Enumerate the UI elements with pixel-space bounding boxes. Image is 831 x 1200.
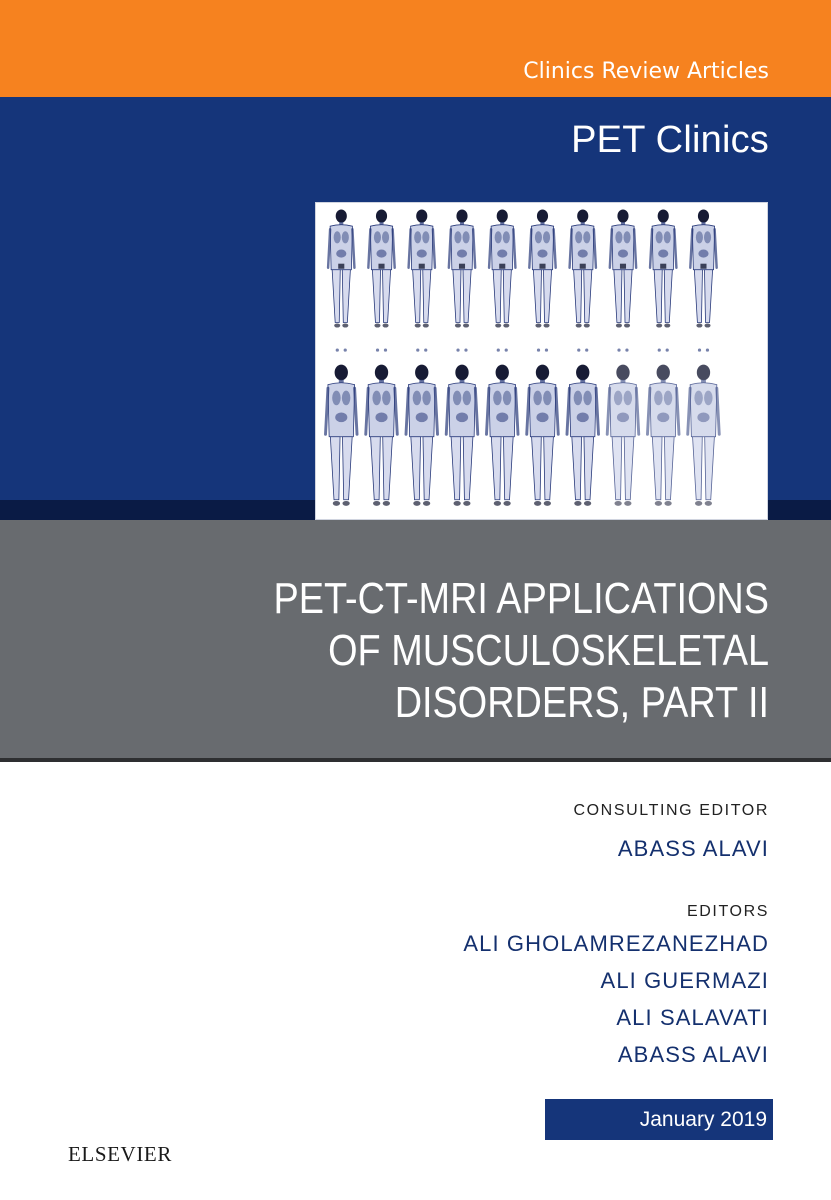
- scan-figure: [366, 365, 398, 506]
- editor-name: ALI SALAVATI: [616, 1005, 769, 1030]
- issue-title-line-1: PET-CT-MRI APPLICATIONS: [273, 574, 769, 623]
- scan-figure: [489, 209, 515, 327]
- scan-figure: [567, 365, 599, 506]
- issue-title: [167, 573, 769, 729]
- editor-name: ABASS ALAVI: [617, 1042, 769, 1067]
- consulting-editor-label: CONSULTING EDITOR: [573, 802, 769, 819]
- scan-figure: [527, 365, 559, 506]
- scan-mark: [706, 348, 709, 351]
- journal-title: PET Clinics: [571, 119, 769, 161]
- scan-figure: [610, 209, 636, 327]
- issue-date: January 2019: [639, 1108, 767, 1131]
- scan-figure: [486, 365, 518, 506]
- scan-mark: [424, 348, 427, 351]
- scan-mark: [505, 348, 508, 351]
- scan-mark: [416, 348, 419, 351]
- scan-figure: [647, 365, 679, 506]
- issue-title-line-2: OF MUSCULOSKELETAL: [328, 626, 769, 675]
- series-label: Clinics Review Articles: [523, 59, 769, 84]
- scan-figure: [570, 209, 596, 327]
- scan-mark: [698, 348, 701, 351]
- scan-figure: [688, 365, 720, 506]
- scan-figure: [607, 365, 639, 506]
- issue-title-line-3: DISORDERS, PART II: [394, 678, 769, 727]
- scan-mark: [344, 348, 347, 351]
- scan-mark: [376, 348, 379, 351]
- scan-mark: [456, 348, 459, 351]
- pet-scan-image: [315, 202, 768, 520]
- consulting-editor-name: ABASS ALAVI: [617, 836, 769, 861]
- scan-mark: [384, 348, 387, 351]
- editor-name: ALI GUERMAZI: [600, 968, 769, 993]
- scan-figure: [409, 209, 435, 327]
- pet-scan-figures: [316, 203, 767, 519]
- scan-mark: [497, 348, 500, 351]
- scan-mark: [617, 348, 620, 351]
- scan-figure: [446, 365, 478, 506]
- scan-figure: [650, 209, 676, 327]
- scan-mark: [545, 348, 548, 351]
- series-band: [0, 0, 831, 97]
- scan-figure: [690, 209, 716, 327]
- scan-mark: [666, 348, 669, 351]
- editor-name: ALI GHOLAMREZANEZHAD: [463, 931, 769, 956]
- scan-mark: [577, 348, 580, 351]
- scan-figure: [328, 209, 354, 327]
- scan-figure: [406, 365, 438, 506]
- scan-mark: [625, 348, 628, 351]
- title-band-rule: [0, 758, 831, 762]
- scan-figure: [449, 209, 475, 327]
- publisher-name: ELSEVIER: [68, 1142, 172, 1166]
- scan-mark: [658, 348, 661, 351]
- scan-figure: [326, 365, 358, 506]
- scan-figure: [368, 209, 394, 327]
- scan-mark: [537, 348, 540, 351]
- editors-label: EDITORS: [686, 903, 769, 920]
- scan-mark: [585, 348, 588, 351]
- scan-figure: [529, 209, 555, 327]
- date-bar: [545, 1099, 773, 1140]
- scan-mark: [336, 348, 339, 351]
- scan-mark: [464, 348, 467, 351]
